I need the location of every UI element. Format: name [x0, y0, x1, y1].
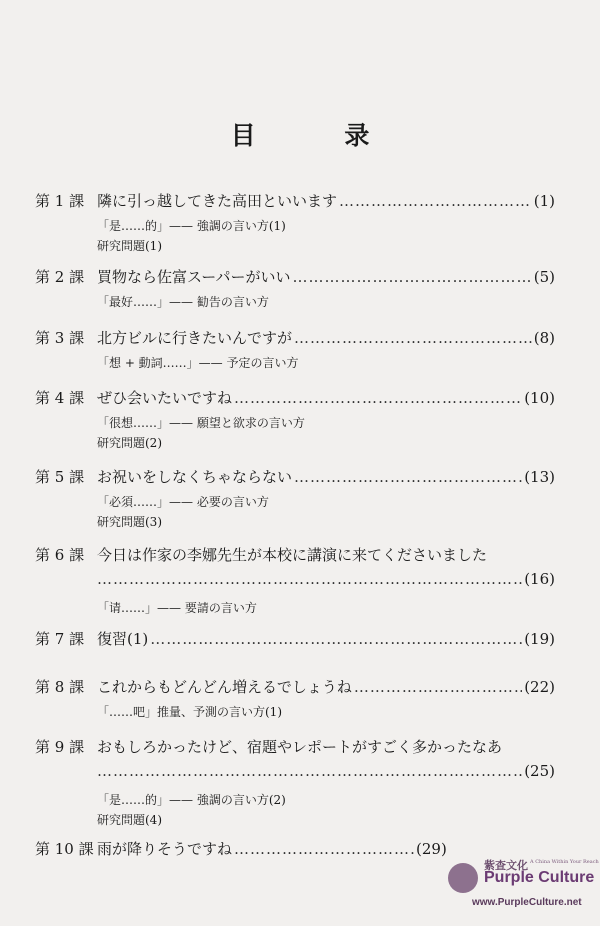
- leader-dots: [354, 678, 522, 696]
- lesson-number: 第 2 課: [35, 268, 85, 286]
- sub-entry: 「最好……」—— 勧告の言い方: [97, 295, 269, 309]
- lesson-number: 第 10 課: [35, 840, 94, 858]
- sub-entry: 「很想……」—— 願望と欲求の言い方: [97, 416, 305, 430]
- watermark-tagline: A China Within Your Reach: [530, 859, 599, 865]
- lesson-title: 雨が降りそうですね: [97, 840, 233, 858]
- toc-entry: [35, 676, 555, 722]
- toc-entry: [35, 736, 555, 830]
- sub-entry: 研究問題(1): [97, 239, 162, 253]
- lesson-title: おもしろかったけど、宿題やレポートがすごく多かったなあ: [97, 738, 503, 756]
- page-number: (19): [524, 630, 555, 648]
- leader-dots: [234, 389, 522, 407]
- toc-entry: [35, 544, 555, 618]
- watermark-url: www.PurpleCulture.net: [472, 897, 582, 908]
- page-title: 目 录: [230, 121, 410, 150]
- sub-entry: 「想 + 動詞……」—— 予定の言い方: [97, 356, 299, 370]
- lesson-number: 第 4 課: [35, 389, 85, 407]
- toc-entry: [35, 190, 555, 256]
- sub-entry: 「是……的」—— 強調の言い方(1): [97, 219, 286, 233]
- lesson-number: 第 3 課: [35, 329, 85, 347]
- toc-entry: [35, 628, 555, 650]
- leader-dots: [150, 630, 522, 648]
- page-number: (8): [533, 329, 555, 347]
- sub-entry: 「必須……」—— 必要の言い方: [97, 495, 269, 509]
- page-number: (1): [533, 192, 555, 210]
- page-number: (16): [524, 570, 555, 588]
- page-number: (10): [524, 389, 555, 407]
- page-number: (5): [533, 268, 555, 286]
- lesson-number: 第 1 課: [35, 192, 85, 210]
- lesson-title: これからもどんどん増えるでしょうね: [97, 678, 352, 696]
- lesson-title: 復習(1): [97, 630, 149, 648]
- watermark-chinese: 紫查文化: [484, 859, 528, 872]
- toc-entry: [35, 266, 555, 312]
- leader-dots: [294, 329, 532, 347]
- lesson-number: 第 9 課: [35, 738, 85, 756]
- leader-dots: [234, 840, 414, 858]
- sub-entry: 「请……」—— 要請の言い方: [97, 601, 257, 615]
- lesson-title: 隣に引っ越してきた高田といいます: [97, 192, 338, 210]
- page-number: (25): [524, 762, 555, 780]
- purple-culture-watermark: [448, 855, 598, 921]
- sub-entry: 研究問題(2): [97, 436, 162, 450]
- lesson-number: 第 8 課: [35, 678, 85, 696]
- leader-dots: [97, 762, 522, 780]
- purple-culture-logo-icon: [448, 863, 478, 893]
- lesson-title: 今日は作家の李娜先生が本校に講演に来てくださいました: [97, 546, 488, 564]
- lesson-title: ぜひ会いたいですね: [97, 389, 233, 407]
- lesson-title: お祝いをしなくちゃならない: [97, 468, 293, 486]
- sub-entry: 「是……的」—— 強調の言い方(2): [97, 793, 286, 807]
- lesson-title: 北方ビルに行きたいんですが: [97, 329, 293, 347]
- lesson-number: 第 5 課: [35, 468, 85, 486]
- toc-entry: [35, 387, 555, 453]
- lesson-number: 第 7 課: [35, 630, 85, 648]
- watermark-brand: Purple Culture: [484, 869, 595, 886]
- leader-dots: [97, 570, 522, 588]
- sub-entry: 研究問題(3): [97, 515, 162, 529]
- toc-entry: [35, 327, 555, 373]
- lesson-number: 第 6 課: [35, 546, 85, 564]
- toc-entry: [35, 466, 555, 532]
- page-number: (29): [416, 840, 447, 858]
- leader-dots: [293, 268, 532, 286]
- leader-dots: [294, 468, 522, 486]
- sub-entry: 「……吧」推量、予測の言い方(1): [97, 705, 282, 719]
- leader-dots: [339, 192, 532, 210]
- sub-entry: 研究問題(4): [97, 813, 162, 827]
- page-number: (22): [524, 678, 555, 696]
- lesson-title: 買物なら佐富スーパーがいい: [97, 268, 291, 286]
- page-number: (13): [524, 468, 555, 486]
